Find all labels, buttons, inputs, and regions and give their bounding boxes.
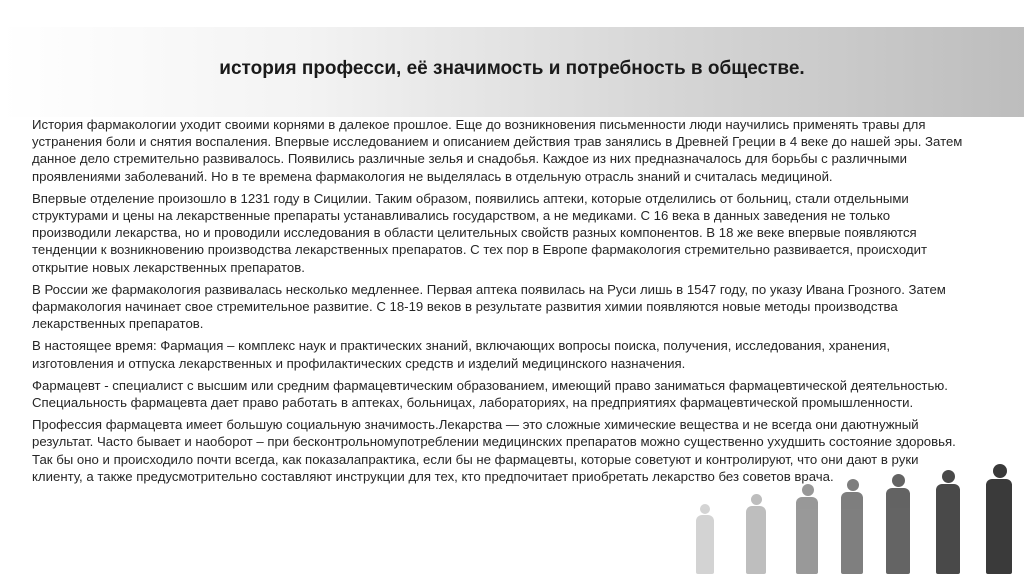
paragraph-sicily: Впервые отделение произошло в 1231 году в Сицилии. Таким образом, появились аптеки, которые отделились от больниц, стали отдельными структурами и цены на лекарственные препараты устанавливались государством, а не медиками. С 16 века в данных заведения не только производили лекарства, но и проводили исследования в области целительных свойств разных компонентов. В 18 же веке впервые появляются тенденции к возникновению производства лекарственных препаратов. С тех пор в Европе фармакология стремительно развивается, происходит открытие новых лекарственных препаратов.: [32, 190, 928, 275]
person-silhouette: [694, 504, 716, 574]
paragraph-russia: В России же фармакология развивалась несколько медленнее. Первая аптека появилась на Руси лишь в 1547 году, по указу Ивана Грозного. Затем фармакология начинает свое стремительное развитие. С 18-19 веков в результате развития химии появляются новые методы производства лекарственных препаратов.: [32, 281, 946, 332]
person-silhouette: [794, 484, 820, 574]
slide-title: история професси, её значимость и потребность в обществе.: [219, 58, 805, 79]
slide-body: [32, 116, 972, 490]
paragraph-pharmacy-definition: В настоящее время: Фармация – комплекс наук и практических знаний, включающих вопросы поиска, получения, исследования, хранения, изготовления и отпуска лекарственных и профилактических средств и изделий медицинского назначения.: [32, 338, 891, 371]
person-silhouette: [839, 479, 865, 574]
person-silhouette: [984, 464, 1014, 574]
paragraph-pharmacist-definition: Фармацевт - специалист с высшим или средним фармацевтическим образованием, имеющий право заниматься фармацевтической деятельностью. Специальность фармацевта дает право работать в аптеках, больницах, лабораториях, на предприятиях фармацевтической промышленности.: [32, 377, 948, 411]
paragraph-social-significance: Профессия фармацевта имеет большую социальную значимость.Лекарства — это сложные химические вещества и не всегда они даютнужный результат. Часто бывает и наоборот – при бесконтрольномупотреблении медицинских препаратов можно существенно ухудшить состояние здоровья. Так бы оно и происходило почти всегда, как показалапрактика, если бы не фармацевты, которые советуют и контролируют, что они дают в руки клиенту, а также предусмотрительно составляют инструкции для тех, кто предпочитает приобретать лекарство без советов врача.: [32, 417, 956, 484]
person-silhouette: [744, 494, 768, 574]
paragraph-history: История фармакологии уходит своими корнями в далекое прошлое. Еще до возникновения письменности люди научились применять травы для устранения боли и снятия воспаления. Впервые исследованием и описанием действия трав занялись в Древней Греции в 4 веке до нашей эры. Затем данное дело стремительно развивалось. Появились различные зелья и снадобья. Каждое из них предназначалось для борьбы с различными проявлениями заболеваний. Но в те времена фармакология не выделялась в отдельную отрасль знаний и считалась медициной.: [32, 117, 963, 184]
